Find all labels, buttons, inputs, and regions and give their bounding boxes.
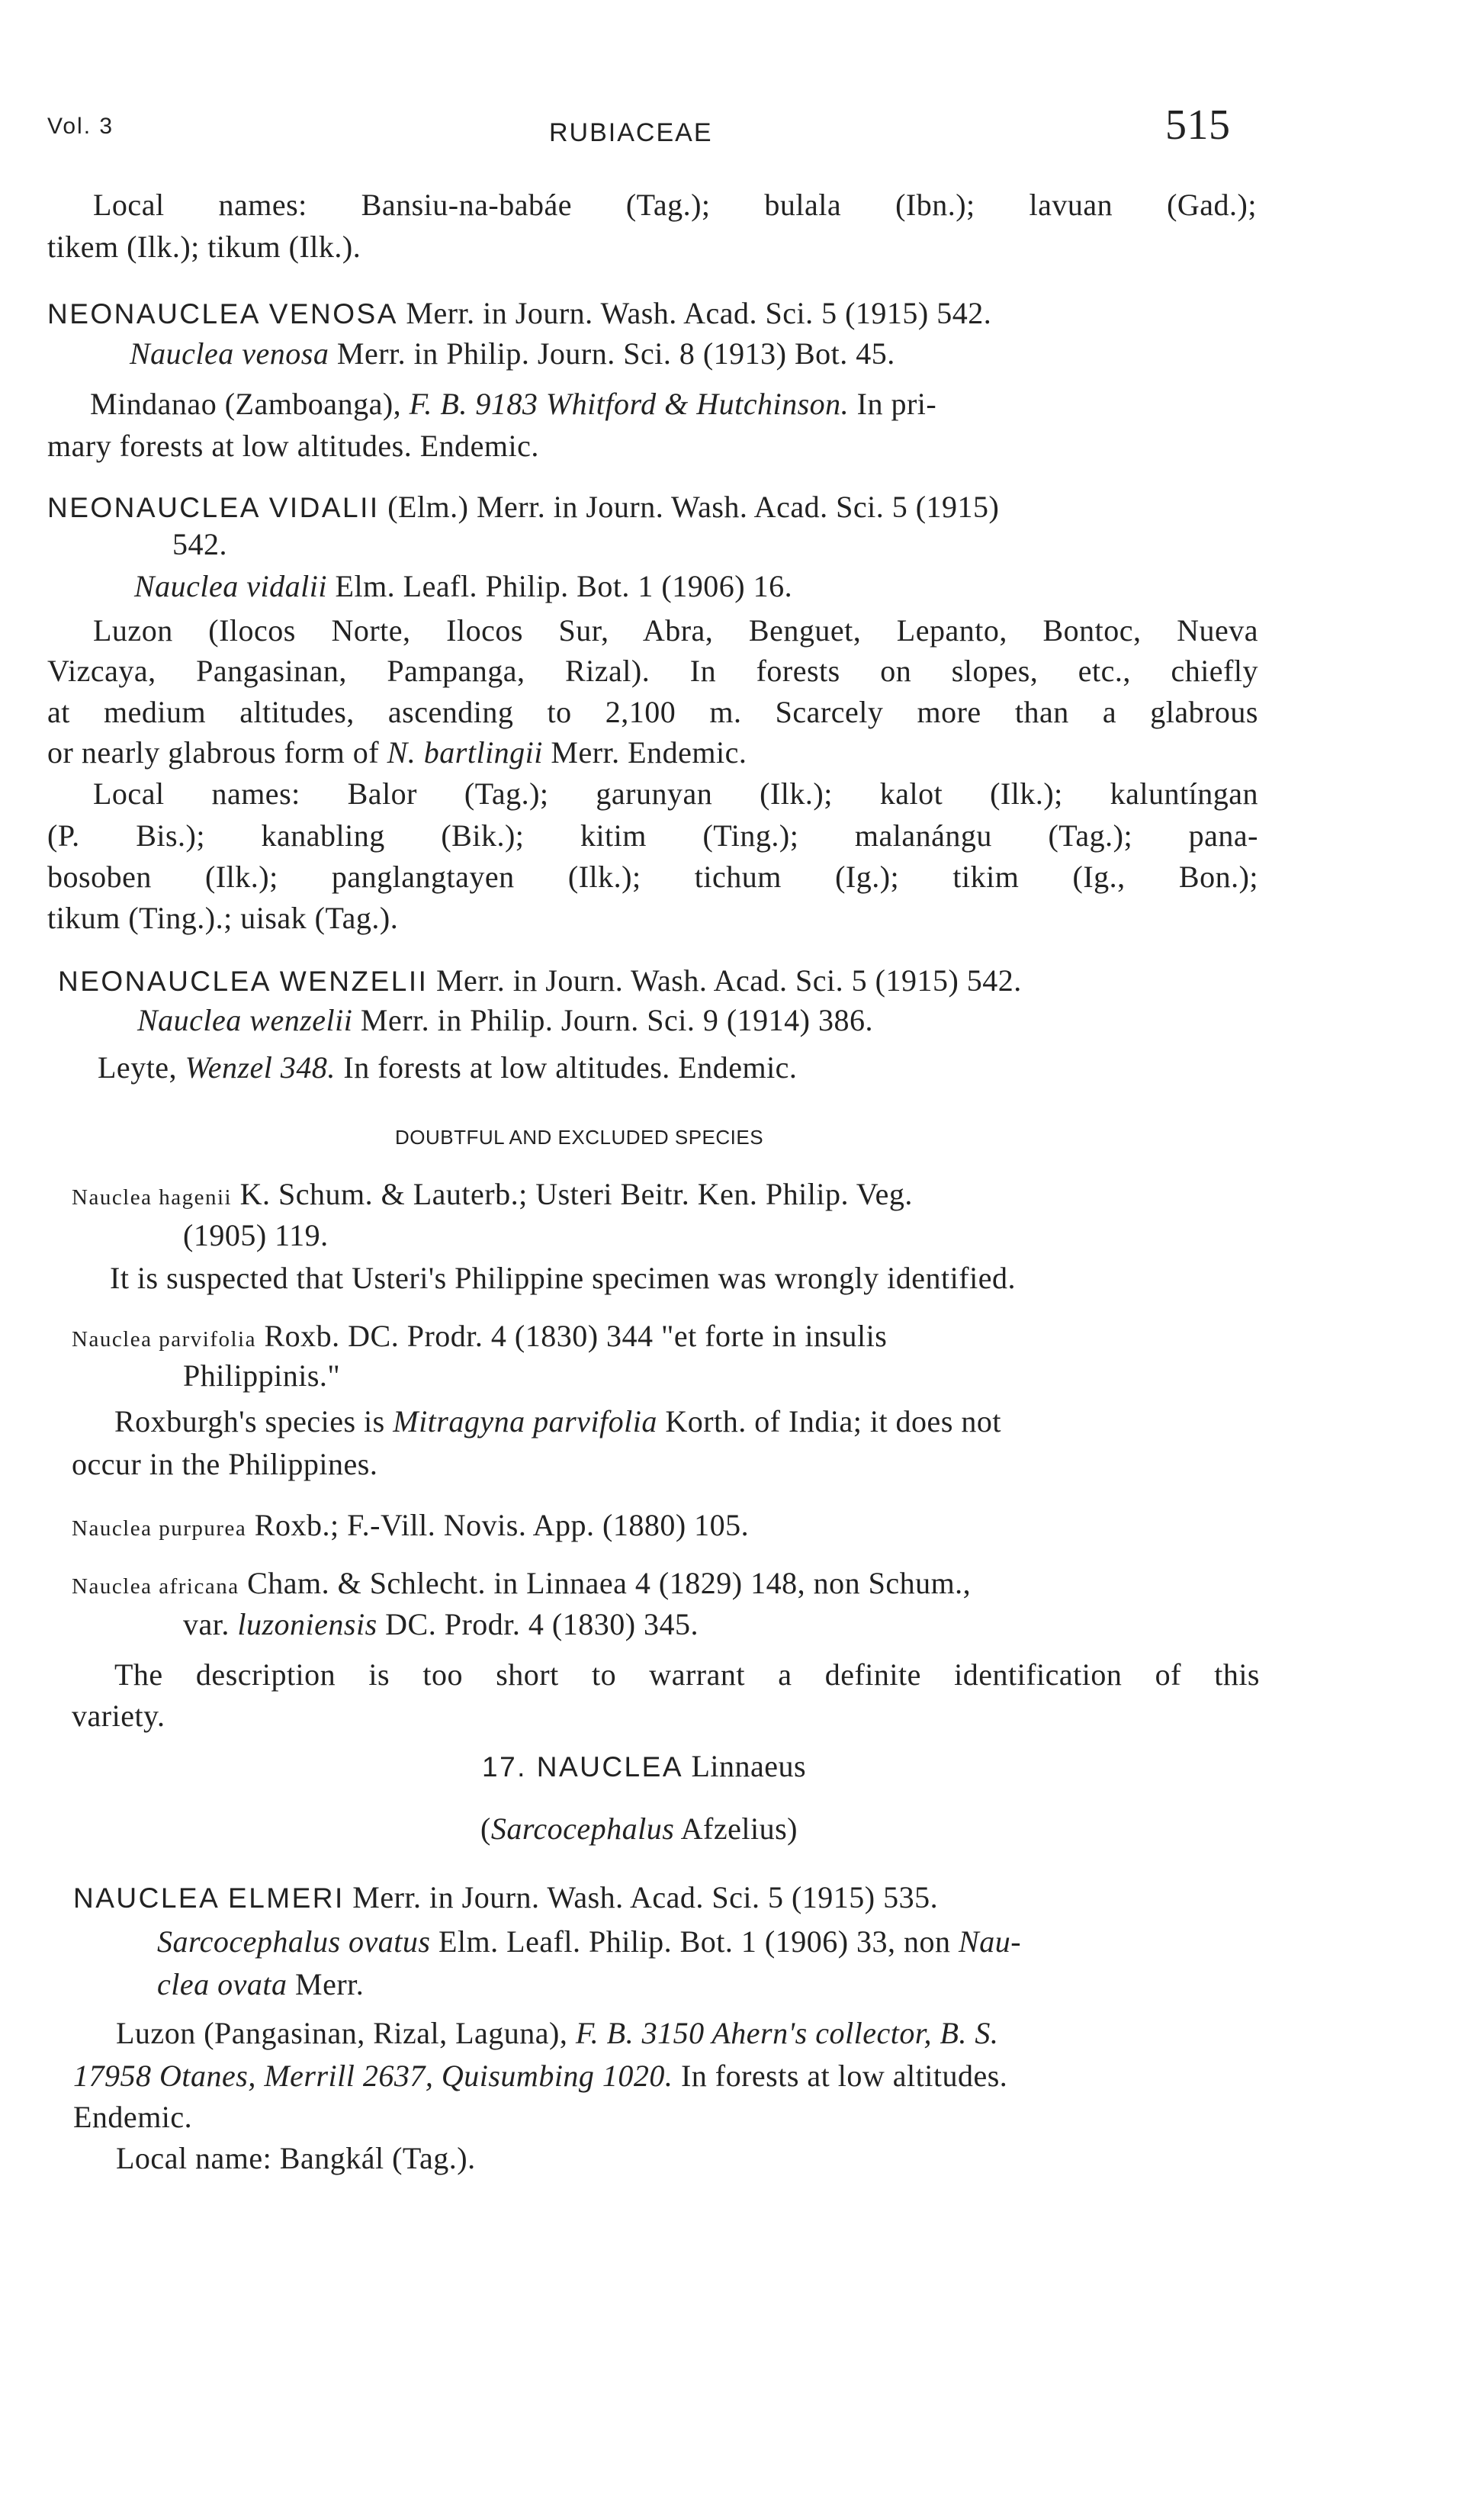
volume-label: Vol. 3 <box>47 114 114 139</box>
species-name: Nauclea africana <box>72 1574 239 1599</box>
distribution-line <box>73 2058 1007 2094</box>
excluded-entry-africana <box>72 1565 971 1605</box>
synonym-name: Nauclea venosa <box>130 336 329 371</box>
distribution-line <box>90 386 936 423</box>
locality: Mindanao (Zamboanga), <box>90 387 410 421</box>
running-head: RUBIACEAE <box>549 118 713 147</box>
citation-continued: 542. <box>172 527 227 561</box>
local-names-line: (P. Bis.); kanabling (Bik.); kitim (Ting.); malanángu (Tag.); pana- <box>47 818 1258 853</box>
description-line: Luzon (Ilocos Norte, Ilocos Sur, Abra, Benguet, Lepanto, Bontoc, Nueva <box>93 613 1258 648</box>
genus-name: NAUCLEA <box>536 1751 683 1782</box>
note-line: occur in the Philippines. <box>72 1447 378 1481</box>
description-line: Vizcaya, Pangasinan, Pampanga, Rizal). In forests on slopes, etc., chiefly <box>47 654 1258 688</box>
text: Korth. of India; it does not <box>657 1404 1001 1439</box>
citation-continued: (1905) 119. <box>183 1218 329 1252</box>
distribution-line <box>116 2015 998 2052</box>
variety-name: luzoniensis <box>237 1607 377 1641</box>
species-ref: N. bartlingii <box>387 735 543 770</box>
synonym-name: Nau- <box>959 1924 1022 1959</box>
citation-continued: Philippinis." <box>183 1358 341 1393</box>
habitat: In pri- <box>849 387 937 421</box>
synonym-line <box>130 336 895 372</box>
description-line <box>47 735 747 771</box>
habitat: In forests at low altitudes. Endemic. <box>335 1050 798 1085</box>
genus-number: 17. <box>482 1751 537 1782</box>
species-name: NEONAUCLEA VIDALII <box>47 492 380 523</box>
distribution-line <box>98 1050 797 1086</box>
citation: Roxb.; F.-Vill. Novis. App. (1880) 105. <box>246 1508 750 1542</box>
species-entry-venosa <box>47 295 991 333</box>
citation: Merr. in Journ. Wash. Acad. Sci. 5 (1915) 542. <box>428 963 1022 998</box>
locality: Luzon (Pangasinan, Rizal, Laguna), <box>116 2016 576 2050</box>
excluded-entry-parvifolia <box>72 1318 887 1358</box>
citation: Elm. Leafl. Philip. Bot. 1 (1906) 16. <box>327 569 793 603</box>
species-entry-vidalii <box>47 489 999 526</box>
note-line: variety. <box>72 1699 165 1733</box>
species-name: NEONAUCLEA VENOSA <box>47 298 398 329</box>
citation: K. Schum. & Lauterb.; Usteri Beitr. Ken. Philip. Veg. <box>232 1177 913 1211</box>
citation: (Elm.) Merr. in Journ. Wash. Acad. Sci. 5 (1915) <box>379 490 1000 524</box>
citation: DC. Prodr. 4 (1830) 345. <box>377 1607 699 1641</box>
species-name: Nauclea parvifolia <box>72 1327 256 1352</box>
species-name: Nauclea hagenii <box>72 1185 233 1210</box>
section-heading-doubtful: DOUBTFUL AND EXCLUDED SPECIES <box>395 1126 764 1149</box>
local-names-line: Local names: Balor (Tag.); garunyan (Ilk.); kalot (Ilk.); kaluntíngan <box>93 776 1258 811</box>
citation: Merr. in Philip. Journ. Sci. 9 (1914) 386. <box>352 1003 873 1037</box>
genus-heading <box>482 1748 806 1786</box>
variety-line <box>183 1606 699 1643</box>
distribution-line: Endemic. <box>73 2100 193 2134</box>
synonym-name: clea ovata <box>157 1967 287 2001</box>
synonym-line <box>137 1002 873 1039</box>
specimen: F. B. 9183 Whitford & Hutchinson. <box>409 387 850 421</box>
species-name: NAUCLEA ELMERI <box>73 1882 345 1914</box>
note-line <box>114 1403 1001 1440</box>
note-line: The description is too short to warrant a definite identification of this <box>114 1657 1260 1692</box>
excluded-entry-hagenii <box>72 1176 913 1216</box>
text: Roxburgh's species is <box>114 1404 393 1439</box>
species-entry-elmeri <box>73 1879 938 1917</box>
local-names-line: tikem (Ilk.); tikum (Ilk.). <box>47 230 361 264</box>
synonym-name: Nauclea wenzelii <box>137 1003 353 1037</box>
synonym-line <box>157 1966 364 2003</box>
text: ( <box>480 1811 491 1846</box>
species-ref: Mitragyna parvifolia <box>393 1404 657 1439</box>
citation: Merr. in Journ. Wash. Acad. Sci. 5 (1915) 535. <box>344 1880 939 1914</box>
synonym-line <box>134 568 792 605</box>
synonym-name: Sarcocephalus ovatus <box>157 1924 431 1959</box>
locality: Leyte, <box>98 1050 185 1085</box>
genus-author: Linnaeus <box>683 1749 807 1783</box>
citation: Cham. & Schlecht. in Linnaea 4 (1829) 148, non Schum., <box>239 1566 972 1600</box>
species-name: Nauclea purpurea <box>72 1516 247 1541</box>
synonym-line <box>157 1924 1021 1960</box>
distribution-line: mary forests at low altitudes. Endemic. <box>47 429 539 463</box>
local-names-line: Local names: Bansiu-na-babáe (Tag.); bulala (Ibn.); lavuan (Gad.); <box>93 188 1257 222</box>
species-name: NEONAUCLEA WENZELII <box>58 966 429 997</box>
page-number: 515 <box>1165 101 1231 149</box>
local-names-line: tikum (Ting.).; uisak (Tag.). <box>47 901 399 935</box>
synonym-name: Sarcocephalus <box>490 1811 675 1846</box>
specimen: 17958 Otanes, Merrill 2637, Quisumbing 1020. <box>73 2059 673 2093</box>
excluded-entry-purpurea <box>72 1507 749 1547</box>
note-line: It is suspected that Usteri's Philippine specimen was wrongly identified. <box>110 1261 1016 1295</box>
local-names-line: bosoben (Ilk.); panglangtayen (Ilk.); tichum (Ig.); tikim (Ig., Bon.); <box>47 860 1258 894</box>
text: or nearly glabrous form of <box>47 735 387 770</box>
text: var. <box>183 1607 238 1641</box>
specimen: Wenzel 348. <box>185 1050 336 1085</box>
citation: Merr. in Philip. Journ. Sci. 8 (1913) Bot. 45. <box>329 336 895 371</box>
local-names-line: Local name: Bangkál (Tag.). <box>116 2141 476 2175</box>
synonym-name: Nauclea vidalii <box>134 569 328 603</box>
habitat: In forests at low altitudes. <box>673 2059 1008 2093</box>
description-line: at medium altitudes, ascending to 2,100 m. Scarcely more than a glabrous <box>47 695 1258 729</box>
citation: Merr. <box>287 1967 365 2001</box>
genus-synonym <box>480 1811 798 1847</box>
text: Merr. Endemic. <box>542 735 747 770</box>
citation: Merr. in Journ. Wash. Acad. Sci. 5 (1915) 542. <box>397 296 992 330</box>
citation: Roxb. DC. Prodr. 4 (1830) 344 "et forte in insulis <box>255 1319 888 1353</box>
citation: Elm. Leafl. Philip. Bot. 1 (1906) 33, non <box>430 1924 959 1959</box>
specimen: F. B. 3150 Ahern's collector, B. S. <box>575 2016 999 2050</box>
text: Afzelius) <box>674 1811 798 1846</box>
species-entry-wenzelii <box>58 963 1022 1000</box>
